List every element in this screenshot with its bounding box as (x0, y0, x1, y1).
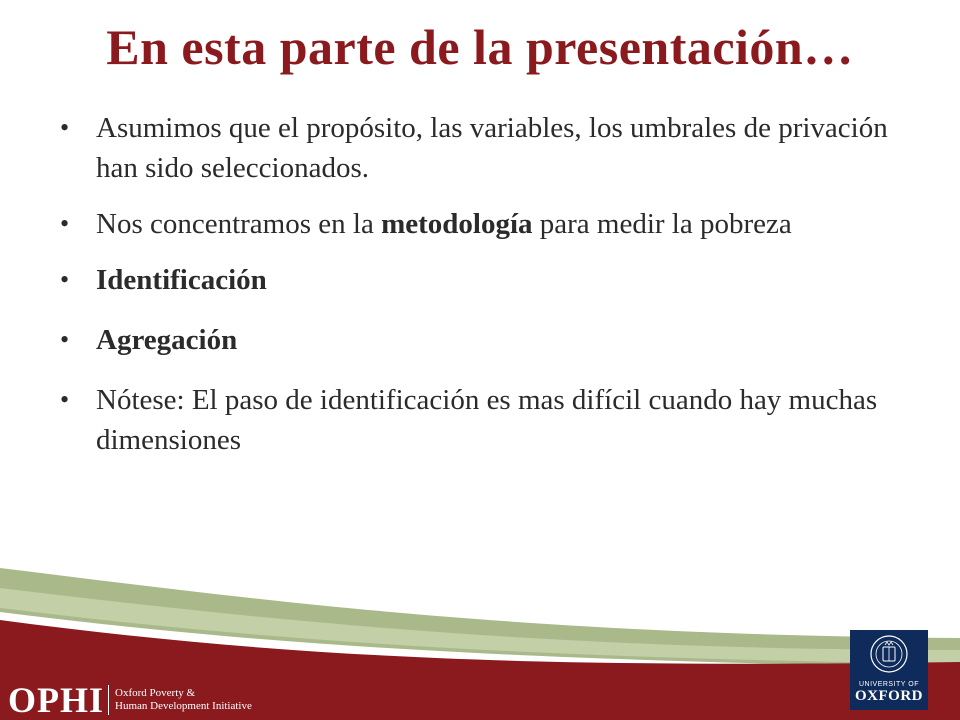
bullet-icon: • (60, 265, 70, 294)
bullet-item (56, 380, 896, 460)
bullet-icon: • (60, 385, 70, 414)
ophi-logo (8, 680, 252, 720)
bullet-item (56, 260, 896, 300)
ophi-wordmark: OPHI (8, 680, 105, 720)
bullet-text: Asumimos que el propósito, las variables, los umbrales de privación han sido seleccionados. (96, 112, 888, 184)
bullet-text: para medir la pobreza (532, 208, 792, 240)
slide-title: En esta parte de la presentación… (106, 19, 854, 75)
bullet-item (56, 320, 896, 360)
bullet-text-bold: Identificación (96, 264, 267, 296)
bullet-icon: • (60, 325, 70, 354)
oxford-univ-label: UNIVERSITY OF (858, 681, 920, 688)
bullet-text: Nótese: El paso de identificación es mas difícil cuando hay muchas dimensiones (96, 384, 878, 456)
bullet-text: Nos concentramos en la (96, 208, 382, 240)
ophi-name (115, 687, 252, 713)
bullet-icon: • (60, 113, 70, 142)
logo-divider (108, 685, 109, 715)
ophi-name-line1: Oxford Poverty & (115, 687, 196, 699)
bullet-list (56, 108, 896, 476)
bullet-icon: • (60, 209, 70, 238)
oxford-crest-icon (869, 634, 909, 674)
oxford-wordmark: OXFORD (855, 688, 923, 704)
bullet-text-bold: Agregación (96, 324, 238, 356)
oxford-logo (850, 630, 928, 710)
bullet-item (56, 108, 896, 188)
bullet-item (56, 204, 896, 244)
bullet-text-bold: metodología (381, 208, 533, 240)
ophi-name-line2: Human Development Initiative (115, 700, 252, 712)
